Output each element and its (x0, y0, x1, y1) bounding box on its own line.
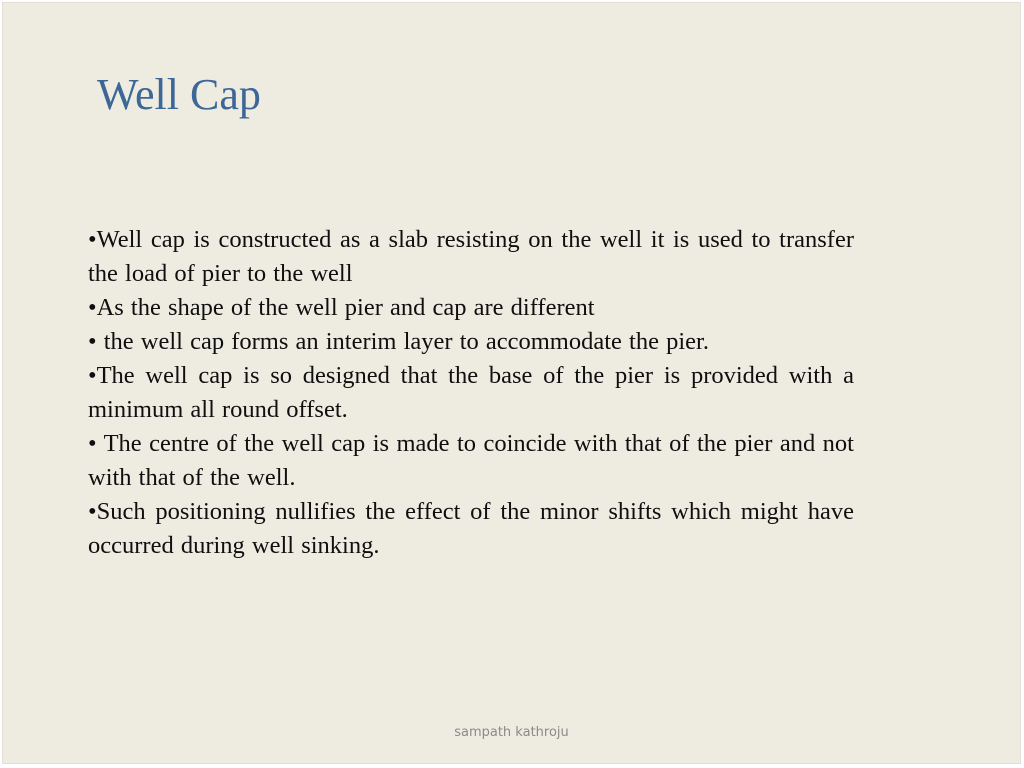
slide-footer: sampath kathroju (454, 725, 569, 740)
slide (2, 2, 1021, 764)
bullet-item: • the well cap forms an interim layer to accommodate the pier. (88, 328, 709, 355)
bullet-item: •The well cap is so designed that the base of the pier is provided with a minimum all round offset. (88, 362, 854, 423)
bullet-item: •As the shape of the well pier and cap are different (88, 294, 595, 321)
bullet-item: •Well cap is constructed as a slab resisting on the well it is used to transfer the load of pier to the well (88, 226, 854, 287)
bullet-list (88, 223, 854, 563)
bullet-item: • The centre of the well cap is made to coincide with that of the pier and not with that of the well. (88, 430, 854, 491)
slide-title: Well Cap (97, 70, 261, 119)
bullet-item: •Such positioning nullifies the effect of the minor shifts which might have occurred during well sinking. (88, 498, 854, 559)
